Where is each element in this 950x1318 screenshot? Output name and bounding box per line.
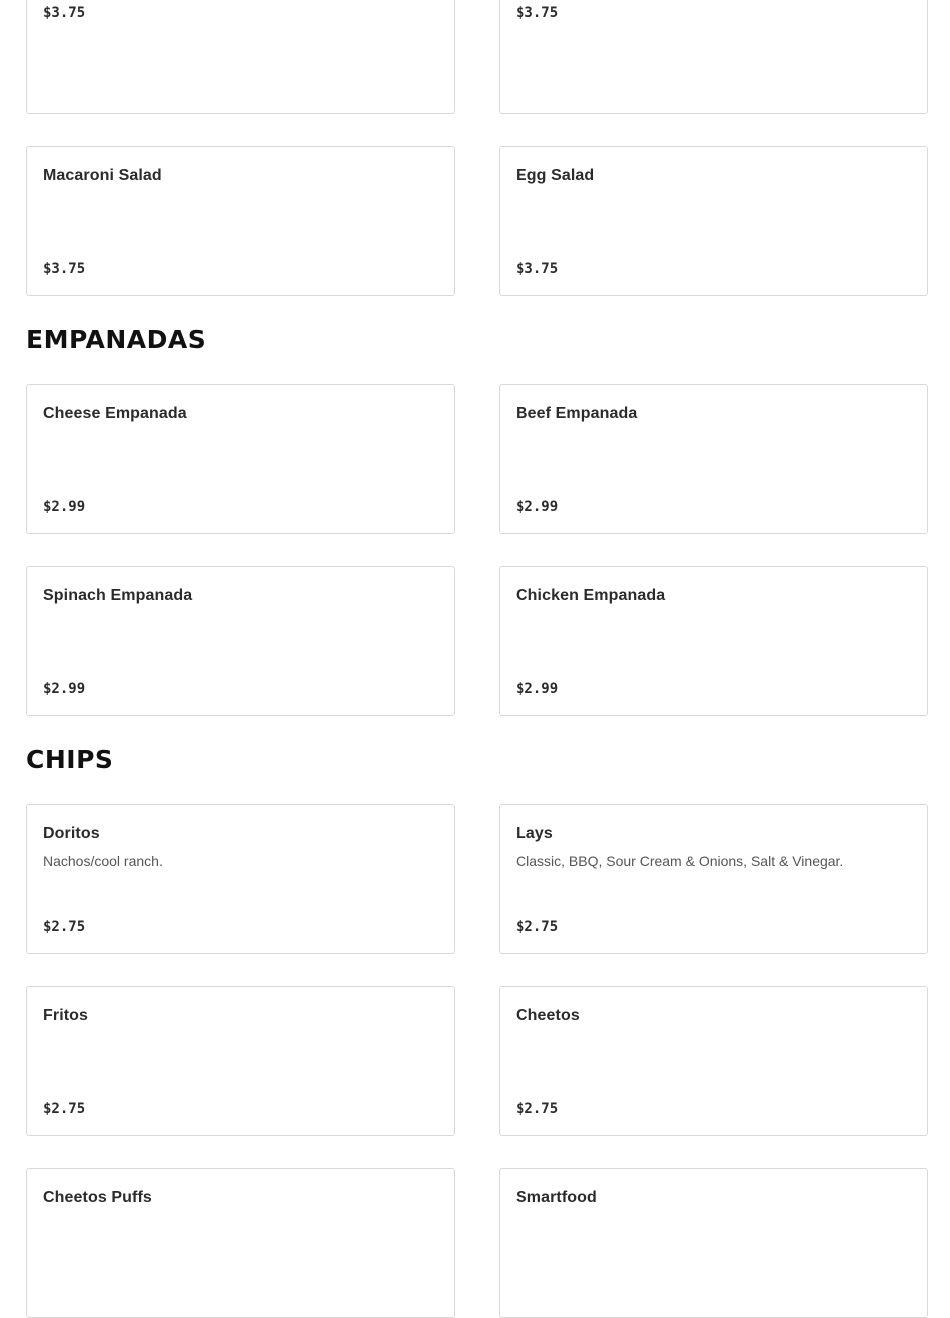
item-name: Fritos [43, 1007, 89, 1024]
section-title: CHIPS [26, 745, 114, 774]
menu-item-card[interactable] [26, 986, 455, 1136]
menu-item-card[interactable] [499, 384, 928, 534]
menu-item-card[interactable] [499, 566, 928, 716]
item-description: Classic, BBQ, Sour Cream & Onions, Salt & Vinegar. [516, 853, 844, 869]
item-name: Lays [516, 825, 553, 842]
menu-item-card[interactable] [499, 986, 928, 1136]
item-name: Cheese Empanada [43, 405, 187, 422]
item-description: Nachos/cool ranch. [43, 853, 163, 869]
menu-item-card[interactable] [26, 566, 455, 716]
item-price: $2.75 [43, 1101, 86, 1117]
menu-item-card[interactable] [499, 1168, 928, 1318]
section-empanadas [0, 296, 950, 716]
item-name: Chicken Empanada [516, 587, 666, 604]
item-price: $3.75 [43, 261, 86, 277]
item-price: $3.75 [43, 5, 86, 21]
menu-item-card[interactable] [26, 146, 455, 296]
item-price: $2.99 [516, 681, 559, 697]
item-price: $3.75 [516, 5, 559, 21]
item-name: Smartfood [516, 1189, 597, 1206]
menu-item-card[interactable] [499, 804, 928, 954]
item-name: Macaroni Salad [43, 167, 162, 184]
menu-item-card[interactable] [26, 384, 455, 534]
menu-item-card[interactable] [26, 1168, 455, 1318]
item-name: Egg Salad [516, 167, 595, 184]
item-price: $2.99 [516, 499, 559, 515]
menu-item-card[interactable] [26, 804, 455, 954]
item-price: $3.75 [516, 261, 559, 277]
item-name: Spinach Empanada [43, 587, 193, 604]
section-salads [0, 0, 950, 296]
item-name: Doritos [43, 825, 100, 842]
chips-grid [26, 804, 928, 1318]
item-price: $2.75 [43, 919, 86, 935]
empanadas-grid [26, 384, 928, 716]
item-price: $2.99 [43, 499, 86, 515]
item-price: $2.75 [516, 919, 559, 935]
section-chips [0, 716, 950, 1318]
item-price: $2.99 [43, 681, 86, 697]
item-name: Beef Empanada [516, 405, 638, 422]
item-name: Cheetos Puffs [43, 1189, 152, 1206]
section-title: EMPANADAS [26, 325, 207, 354]
salads-grid [26, 0, 928, 296]
menu-item-card[interactable] [499, 146, 928, 296]
item-name: Cheetos [516, 1007, 580, 1024]
menu-item-card[interactable] [499, 0, 928, 114]
menu-item-card[interactable] [26, 0, 455, 114]
item-price: $2.75 [516, 1101, 559, 1117]
